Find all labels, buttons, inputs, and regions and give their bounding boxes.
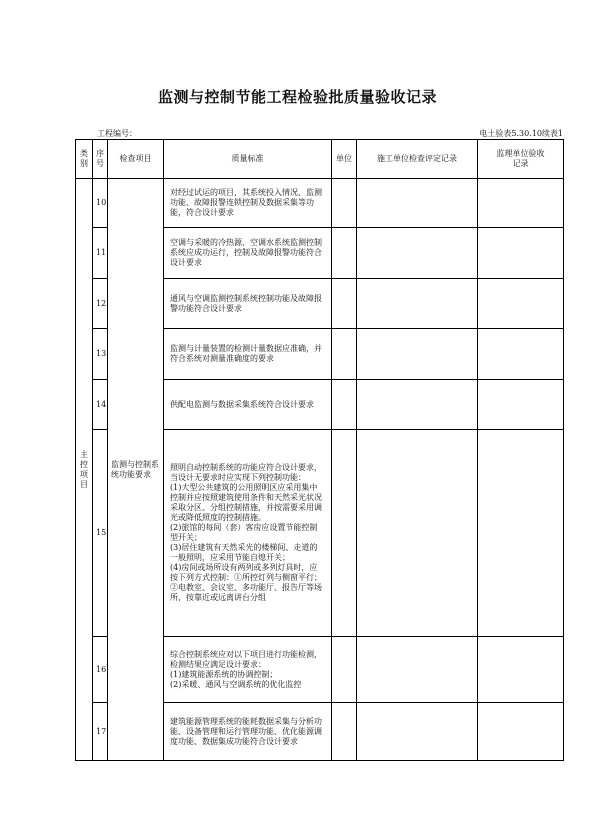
header-seq: 序号	[93, 140, 108, 179]
unit-cell[interactable]	[332, 703, 357, 761]
category-cell: 主控项目	[76, 179, 93, 761]
construction-record-cell[interactable]	[357, 380, 478, 430]
unit-cell[interactable]	[332, 637, 357, 703]
unit-cell[interactable]	[332, 430, 357, 637]
unit-cell[interactable]	[332, 228, 357, 279]
header-row	[76, 140, 564, 179]
form-title: 监测与控制节能工程检验批质量验收记录	[157, 88, 437, 106]
quality-standard-cell: 通风与空调监测控制系统控制功能及故障报警功能符合设计要求	[164, 279, 332, 329]
unit-cell[interactable]	[332, 329, 357, 380]
inspection-record-table	[75, 139, 564, 761]
quality-standard-cell: 建筑能源管理系统的能耗数据采集与分析功能、设备管理和运行管理功能、优化能源调度功能、数据集成功能符合设计要求	[164, 703, 332, 761]
quality-standard-cell: 空调与采暖的冷热源、空调水系统监测控制系统应成功运行，控制及故障报警功能符合设计要求	[164, 228, 332, 279]
row-number: 11	[93, 228, 108, 279]
quality-standard-cell: 监测与计量装置的检测计量数据应准确，并符合系统对测量准确度的要求	[164, 329, 332, 380]
supervision-record-cell[interactable]	[478, 637, 564, 703]
row-number: 13	[93, 329, 108, 380]
header-unit: 单位	[332, 140, 357, 179]
construction-record-cell[interactable]	[357, 179, 478, 228]
supervision-record-cell[interactable]	[478, 380, 564, 430]
supervision-record-cell[interactable]	[478, 329, 564, 380]
quality-standard-cell: 供配电监测与数据采集系统符合设计要求	[164, 380, 332, 430]
construction-record-cell[interactable]	[357, 329, 478, 380]
row-number: 10	[93, 179, 108, 228]
supervision-record-cell[interactable]	[478, 703, 564, 761]
row-number: 12	[93, 279, 108, 329]
header-check-item: 检查项目	[108, 140, 164, 179]
supervision-record-cell[interactable]	[478, 430, 564, 637]
construction-record-cell[interactable]	[357, 637, 478, 703]
row-number: 16	[93, 637, 108, 703]
unit-cell[interactable]	[332, 380, 357, 430]
unit-cell[interactable]	[332, 279, 357, 329]
table-row	[76, 179, 564, 228]
row-number: 14	[93, 380, 108, 430]
construction-record-cell[interactable]	[357, 430, 478, 637]
form-code: 电土验表5.30.10续表1	[479, 129, 563, 138]
quality-standard-cell: 对经过试运的项目，其系统投入情况、监测功能、故障报警连锁控制及数据采集等功能，符合设计要求	[164, 179, 332, 228]
project-number-label: 工程编号：	[97, 129, 137, 138]
construction-record-cell[interactable]	[357, 703, 478, 761]
row-number: 15	[93, 430, 108, 637]
supervision-record-cell[interactable]	[478, 179, 564, 228]
supervision-record-cell[interactable]	[478, 228, 564, 279]
header-category: 类别	[76, 140, 93, 179]
quality-standard-cell: 照明自动控制系统的功能应符合设计要求，当设计无要求时应实现下列控制功能： (1)大型公共建筑的公用照明区应采用集中控制并应按照建筑使用条件和天然采光状况采取分区、分组控制措施，并按需要采用调光或降低照度的控制措施。 (2)旅馆的每间（套）客房应设置节能控制型开关； (3)居住建筑有天然采光的楼梯间、走道的一般照明，应采用节能自熄开关； (4)房间或场所设有两列或多列灯具时，应按下列方式控制：①所控灯列与侧窗平行；②电教室、会议室、多功能厅、报告厅等场所，按靠近或远离讲台分组	[164, 430, 332, 637]
row-number: 17	[93, 703, 108, 761]
header-quality-standard: 质量标准	[164, 140, 332, 179]
check-item-cell: 监测与控制系统功能要求	[108, 179, 164, 761]
construction-record-cell[interactable]	[357, 279, 478, 329]
unit-cell[interactable]	[332, 179, 357, 228]
quality-standard-cell: 综合控制系统应对以下项目进行功能检测，检测结果应满足设计要求： (1)建筑能源系统的协调控制； (2)采暖、通风与空调系统的优化监控	[164, 637, 332, 703]
supervision-record-cell[interactable]	[478, 279, 564, 329]
header-supervision-record: 监理单位验收记录	[478, 140, 564, 179]
construction-record-cell[interactable]	[357, 228, 478, 279]
header-construction-record: 施工单位检查评定记录	[357, 140, 478, 179]
